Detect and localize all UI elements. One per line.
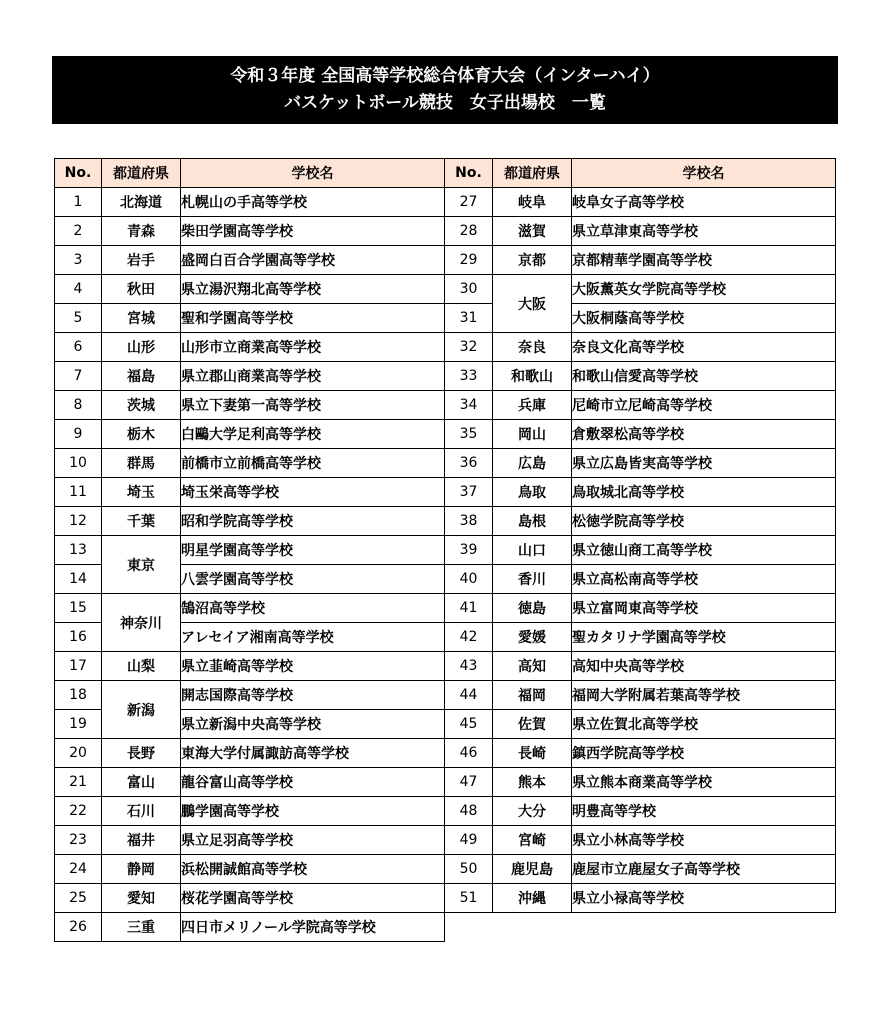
table-row xyxy=(55,536,445,565)
school-name-cell: 県立下妻第一高等学校 xyxy=(181,391,445,420)
row-number: 16 xyxy=(55,623,102,652)
school-name-cell: 県立高松南高等学校 xyxy=(572,565,836,594)
table-row xyxy=(55,449,445,478)
table-row xyxy=(55,652,445,681)
school-name-cell: 福岡大学附属若葉高等学校 xyxy=(572,681,836,710)
prefecture-cell: 三重 xyxy=(102,913,181,942)
prefecture-cell: 群馬 xyxy=(102,449,181,478)
table-row xyxy=(445,449,836,478)
school-name-cell: 県立郡山商業高等学校 xyxy=(181,362,445,391)
row-number: 11 xyxy=(55,478,102,507)
prefecture-cell: 奈良 xyxy=(493,333,572,362)
school-name-cell: 県立広島皆実高等学校 xyxy=(572,449,836,478)
prefecture-cell: 島根 xyxy=(493,507,572,536)
table-header-row xyxy=(55,159,445,188)
title-line-2: バスケットボール競技 女子出場校 一覧 xyxy=(284,93,606,113)
row-number: 23 xyxy=(55,826,102,855)
school-name-cell: 前橋市立前橋高等学校 xyxy=(181,449,445,478)
school-name-cell: 大阪桐蔭高等学校 xyxy=(572,304,836,333)
school-name-cell: 八雲学園高等学校 xyxy=(181,565,445,594)
prefecture-cell: 宮城 xyxy=(102,304,181,333)
table-row xyxy=(445,594,836,623)
row-number: 21 xyxy=(55,768,102,797)
prefecture-cell: 熊本 xyxy=(493,768,572,797)
school-name-cell: 鳥取城北高等学校 xyxy=(572,478,836,507)
prefecture-cell: 長野 xyxy=(102,739,181,768)
school-name-cell: 札幌山の手高等学校 xyxy=(181,188,445,217)
table-row xyxy=(445,333,836,362)
prefecture-cell: 和歌山 xyxy=(493,362,572,391)
column-header-school: 学校名 xyxy=(181,159,445,188)
prefecture-cell: 岡山 xyxy=(493,420,572,449)
prefecture-cell: 香川 xyxy=(493,565,572,594)
prefecture-cell: 福島 xyxy=(102,362,181,391)
school-name-cell: 県立湯沢翔北高等学校 xyxy=(181,275,445,304)
table-header-row xyxy=(445,159,836,188)
prefecture-cell: 大分 xyxy=(493,797,572,826)
row-number: 41 xyxy=(445,594,493,623)
row-number: 5 xyxy=(55,304,102,333)
school-name-cell: アレセイア湘南高等学校 xyxy=(181,623,445,652)
table-row xyxy=(55,304,445,333)
row-number: 28 xyxy=(445,217,493,246)
school-name-cell: 大阪薫英女学院高等学校 xyxy=(572,275,836,304)
table-row xyxy=(445,507,836,536)
row-number: 8 xyxy=(55,391,102,420)
school-name-cell: 高知中央高等学校 xyxy=(572,652,836,681)
row-number: 6 xyxy=(55,333,102,362)
row-number: 30 xyxy=(445,275,493,304)
table-row xyxy=(445,246,836,275)
school-name-cell: 県立小林高等学校 xyxy=(572,826,836,855)
school-name-cell: 県立熊本商業高等学校 xyxy=(572,768,836,797)
table-row xyxy=(445,739,836,768)
prefecture-cell: 高知 xyxy=(493,652,572,681)
row-number: 47 xyxy=(445,768,493,797)
table-row xyxy=(445,478,836,507)
row-number: 39 xyxy=(445,536,493,565)
row-number: 36 xyxy=(445,449,493,478)
prefecture-cell: 千葉 xyxy=(102,507,181,536)
table-row xyxy=(445,391,836,420)
table-row xyxy=(55,275,445,304)
school-name-cell: 明豊高等学校 xyxy=(572,797,836,826)
school-name-cell: 鎮西学院高等学校 xyxy=(572,739,836,768)
prefecture-cell: 青森 xyxy=(102,217,181,246)
table-row xyxy=(55,913,445,942)
column-header-school: 学校名 xyxy=(572,159,836,188)
school-name-cell: 山形市立商業高等学校 xyxy=(181,333,445,362)
row-number: 51 xyxy=(445,884,493,913)
column-header-prefecture: 都道府県 xyxy=(493,159,572,188)
school-name-cell: 開志国際高等学校 xyxy=(181,681,445,710)
prefecture-cell: 栃木 xyxy=(102,420,181,449)
table-row xyxy=(55,362,445,391)
row-number: 42 xyxy=(445,623,493,652)
row-number: 32 xyxy=(445,333,493,362)
row-number: 3 xyxy=(55,246,102,275)
schools-table-left xyxy=(54,158,445,942)
school-name-cell: 県立徳山商工高等学校 xyxy=(572,536,836,565)
school-name-cell: 県立佐賀北高等学校 xyxy=(572,710,836,739)
table-row xyxy=(55,826,445,855)
row-number: 26 xyxy=(55,913,102,942)
prefecture-cell: 広島 xyxy=(493,449,572,478)
school-name-cell: 桜花学園高等学校 xyxy=(181,884,445,913)
prefecture-cell: 福井 xyxy=(102,826,181,855)
row-number: 50 xyxy=(445,855,493,884)
school-name-cell: 県立韮崎高等学校 xyxy=(181,652,445,681)
school-name-cell: 和歌山信愛高等学校 xyxy=(572,362,836,391)
table-row xyxy=(445,275,836,304)
row-number: 38 xyxy=(445,507,493,536)
row-number: 13 xyxy=(55,536,102,565)
prefecture-cell: 静岡 xyxy=(102,855,181,884)
prefecture-cell: 宮崎 xyxy=(493,826,572,855)
school-name-cell: 倉敷翠松高等学校 xyxy=(572,420,836,449)
title-line-1: 令和３年度 全国高等学校総合体育大会（インターハイ） xyxy=(230,66,660,86)
row-number: 20 xyxy=(55,739,102,768)
row-number: 12 xyxy=(55,507,102,536)
schools-table-right xyxy=(444,158,836,913)
row-number: 19 xyxy=(55,710,102,739)
row-number: 35 xyxy=(445,420,493,449)
table-row xyxy=(445,362,836,391)
row-number: 34 xyxy=(445,391,493,420)
row-number: 25 xyxy=(55,884,102,913)
table-row xyxy=(55,333,445,362)
school-name-cell: 埼玉栄高等学校 xyxy=(181,478,445,507)
row-number: 40 xyxy=(445,565,493,594)
row-number: 1 xyxy=(55,188,102,217)
prefecture-cell: 愛知 xyxy=(102,884,181,913)
prefecture-cell: 徳島 xyxy=(493,594,572,623)
row-number: 9 xyxy=(55,420,102,449)
prefecture-cell: 岩手 xyxy=(102,246,181,275)
prefecture-cell: 富山 xyxy=(102,768,181,797)
school-name-cell: 四日市メリノール学院高等学校 xyxy=(181,913,445,942)
table-row xyxy=(445,536,836,565)
prefecture-cell: 東京 xyxy=(102,536,181,594)
row-number: 27 xyxy=(445,188,493,217)
school-name-cell: 鵠沼高等学校 xyxy=(181,594,445,623)
row-number: 46 xyxy=(445,739,493,768)
row-number: 2 xyxy=(55,217,102,246)
table-row xyxy=(445,710,836,739)
table-row xyxy=(55,420,445,449)
table-row xyxy=(445,681,836,710)
column-header-no: No. xyxy=(55,159,102,188)
prefecture-cell: 秋田 xyxy=(102,275,181,304)
prefecture-cell: 山梨 xyxy=(102,652,181,681)
row-number: 4 xyxy=(55,275,102,304)
table-row xyxy=(445,623,836,652)
school-name-cell: 東海大学付属諏訪高等学校 xyxy=(181,739,445,768)
school-name-cell: 県立富岡東高等学校 xyxy=(572,594,836,623)
school-name-cell: 聖和学園高等学校 xyxy=(181,304,445,333)
table-row xyxy=(55,246,445,275)
school-name-cell: 盛岡白百合学園高等学校 xyxy=(181,246,445,275)
document-title-banner xyxy=(52,56,838,124)
table-row xyxy=(445,188,836,217)
prefecture-cell: 滋賀 xyxy=(493,217,572,246)
school-name-cell: 白鷗大学足利高等学校 xyxy=(181,420,445,449)
school-name-cell: 県立新潟中央高等学校 xyxy=(181,710,445,739)
school-name-cell: 松徳学院高等学校 xyxy=(572,507,836,536)
column-header-prefecture: 都道府県 xyxy=(102,159,181,188)
table-row xyxy=(55,188,445,217)
row-number: 7 xyxy=(55,362,102,391)
row-number: 15 xyxy=(55,594,102,623)
school-name-cell: 明星学園高等学校 xyxy=(181,536,445,565)
prefecture-cell: 大阪 xyxy=(493,275,572,333)
table-row xyxy=(445,652,836,681)
school-name-cell: 柴田学園高等学校 xyxy=(181,217,445,246)
prefecture-cell: 福岡 xyxy=(493,681,572,710)
table-row xyxy=(55,478,445,507)
school-name-cell: 聖カタリナ学園高等学校 xyxy=(572,623,836,652)
school-name-cell: 鵬学園高等学校 xyxy=(181,797,445,826)
prefecture-cell: 山口 xyxy=(493,536,572,565)
table-row xyxy=(445,884,836,913)
row-number: 44 xyxy=(445,681,493,710)
school-name-cell: 奈良文化高等学校 xyxy=(572,333,836,362)
prefecture-cell: 佐賀 xyxy=(493,710,572,739)
prefecture-cell: 茨城 xyxy=(102,391,181,420)
table-row xyxy=(55,681,445,710)
prefecture-cell: 埼玉 xyxy=(102,478,181,507)
table-row xyxy=(55,884,445,913)
table-row xyxy=(445,797,836,826)
school-name-cell: 昭和学院高等学校 xyxy=(181,507,445,536)
row-number: 31 xyxy=(445,304,493,333)
row-number: 29 xyxy=(445,246,493,275)
table-row xyxy=(55,507,445,536)
prefecture-cell: 沖縄 xyxy=(493,884,572,913)
prefecture-cell: 兵庫 xyxy=(493,391,572,420)
row-number: 10 xyxy=(55,449,102,478)
prefecture-cell: 北海道 xyxy=(102,188,181,217)
table-row xyxy=(55,797,445,826)
table-row xyxy=(445,855,836,884)
table-row xyxy=(445,565,836,594)
prefecture-cell: 石川 xyxy=(102,797,181,826)
prefecture-cell: 鹿児島 xyxy=(493,855,572,884)
row-number: 14 xyxy=(55,565,102,594)
row-number: 49 xyxy=(445,826,493,855)
table-row xyxy=(55,768,445,797)
school-name-cell: 尼崎市立尼崎高等学校 xyxy=(572,391,836,420)
school-name-cell: 京都精華学園高等学校 xyxy=(572,246,836,275)
row-number: 43 xyxy=(445,652,493,681)
row-number: 37 xyxy=(445,478,493,507)
school-name-cell: 龍谷富山高等学校 xyxy=(181,768,445,797)
prefecture-cell: 京都 xyxy=(493,246,572,275)
row-number: 48 xyxy=(445,797,493,826)
school-name-cell: 県立足羽高等学校 xyxy=(181,826,445,855)
table-row xyxy=(445,420,836,449)
prefecture-cell: 長崎 xyxy=(493,739,572,768)
row-number: 33 xyxy=(445,362,493,391)
table-row xyxy=(55,217,445,246)
school-name-cell: 浜松開誠館高等学校 xyxy=(181,855,445,884)
prefecture-cell: 鳥取 xyxy=(493,478,572,507)
table-row xyxy=(55,739,445,768)
table-row xyxy=(445,768,836,797)
row-number: 22 xyxy=(55,797,102,826)
school-name-cell: 岐阜女子高等学校 xyxy=(572,188,836,217)
school-name-cell: 県立小禄高等学校 xyxy=(572,884,836,913)
prefecture-cell: 山形 xyxy=(102,333,181,362)
prefecture-cell: 神奈川 xyxy=(102,594,181,652)
row-number: 18 xyxy=(55,681,102,710)
table-row xyxy=(445,826,836,855)
prefecture-cell: 愛媛 xyxy=(493,623,572,652)
row-number: 17 xyxy=(55,652,102,681)
table-row xyxy=(55,594,445,623)
column-header-no: No. xyxy=(445,159,493,188)
table-row xyxy=(55,391,445,420)
school-name-cell: 鹿屋市立鹿屋女子高等学校 xyxy=(572,855,836,884)
table-row xyxy=(445,217,836,246)
table-row xyxy=(55,855,445,884)
prefecture-cell: 新潟 xyxy=(102,681,181,739)
prefecture-cell: 岐阜 xyxy=(493,188,572,217)
school-name-cell: 県立草津東高等学校 xyxy=(572,217,836,246)
row-number: 24 xyxy=(55,855,102,884)
row-number: 45 xyxy=(445,710,493,739)
